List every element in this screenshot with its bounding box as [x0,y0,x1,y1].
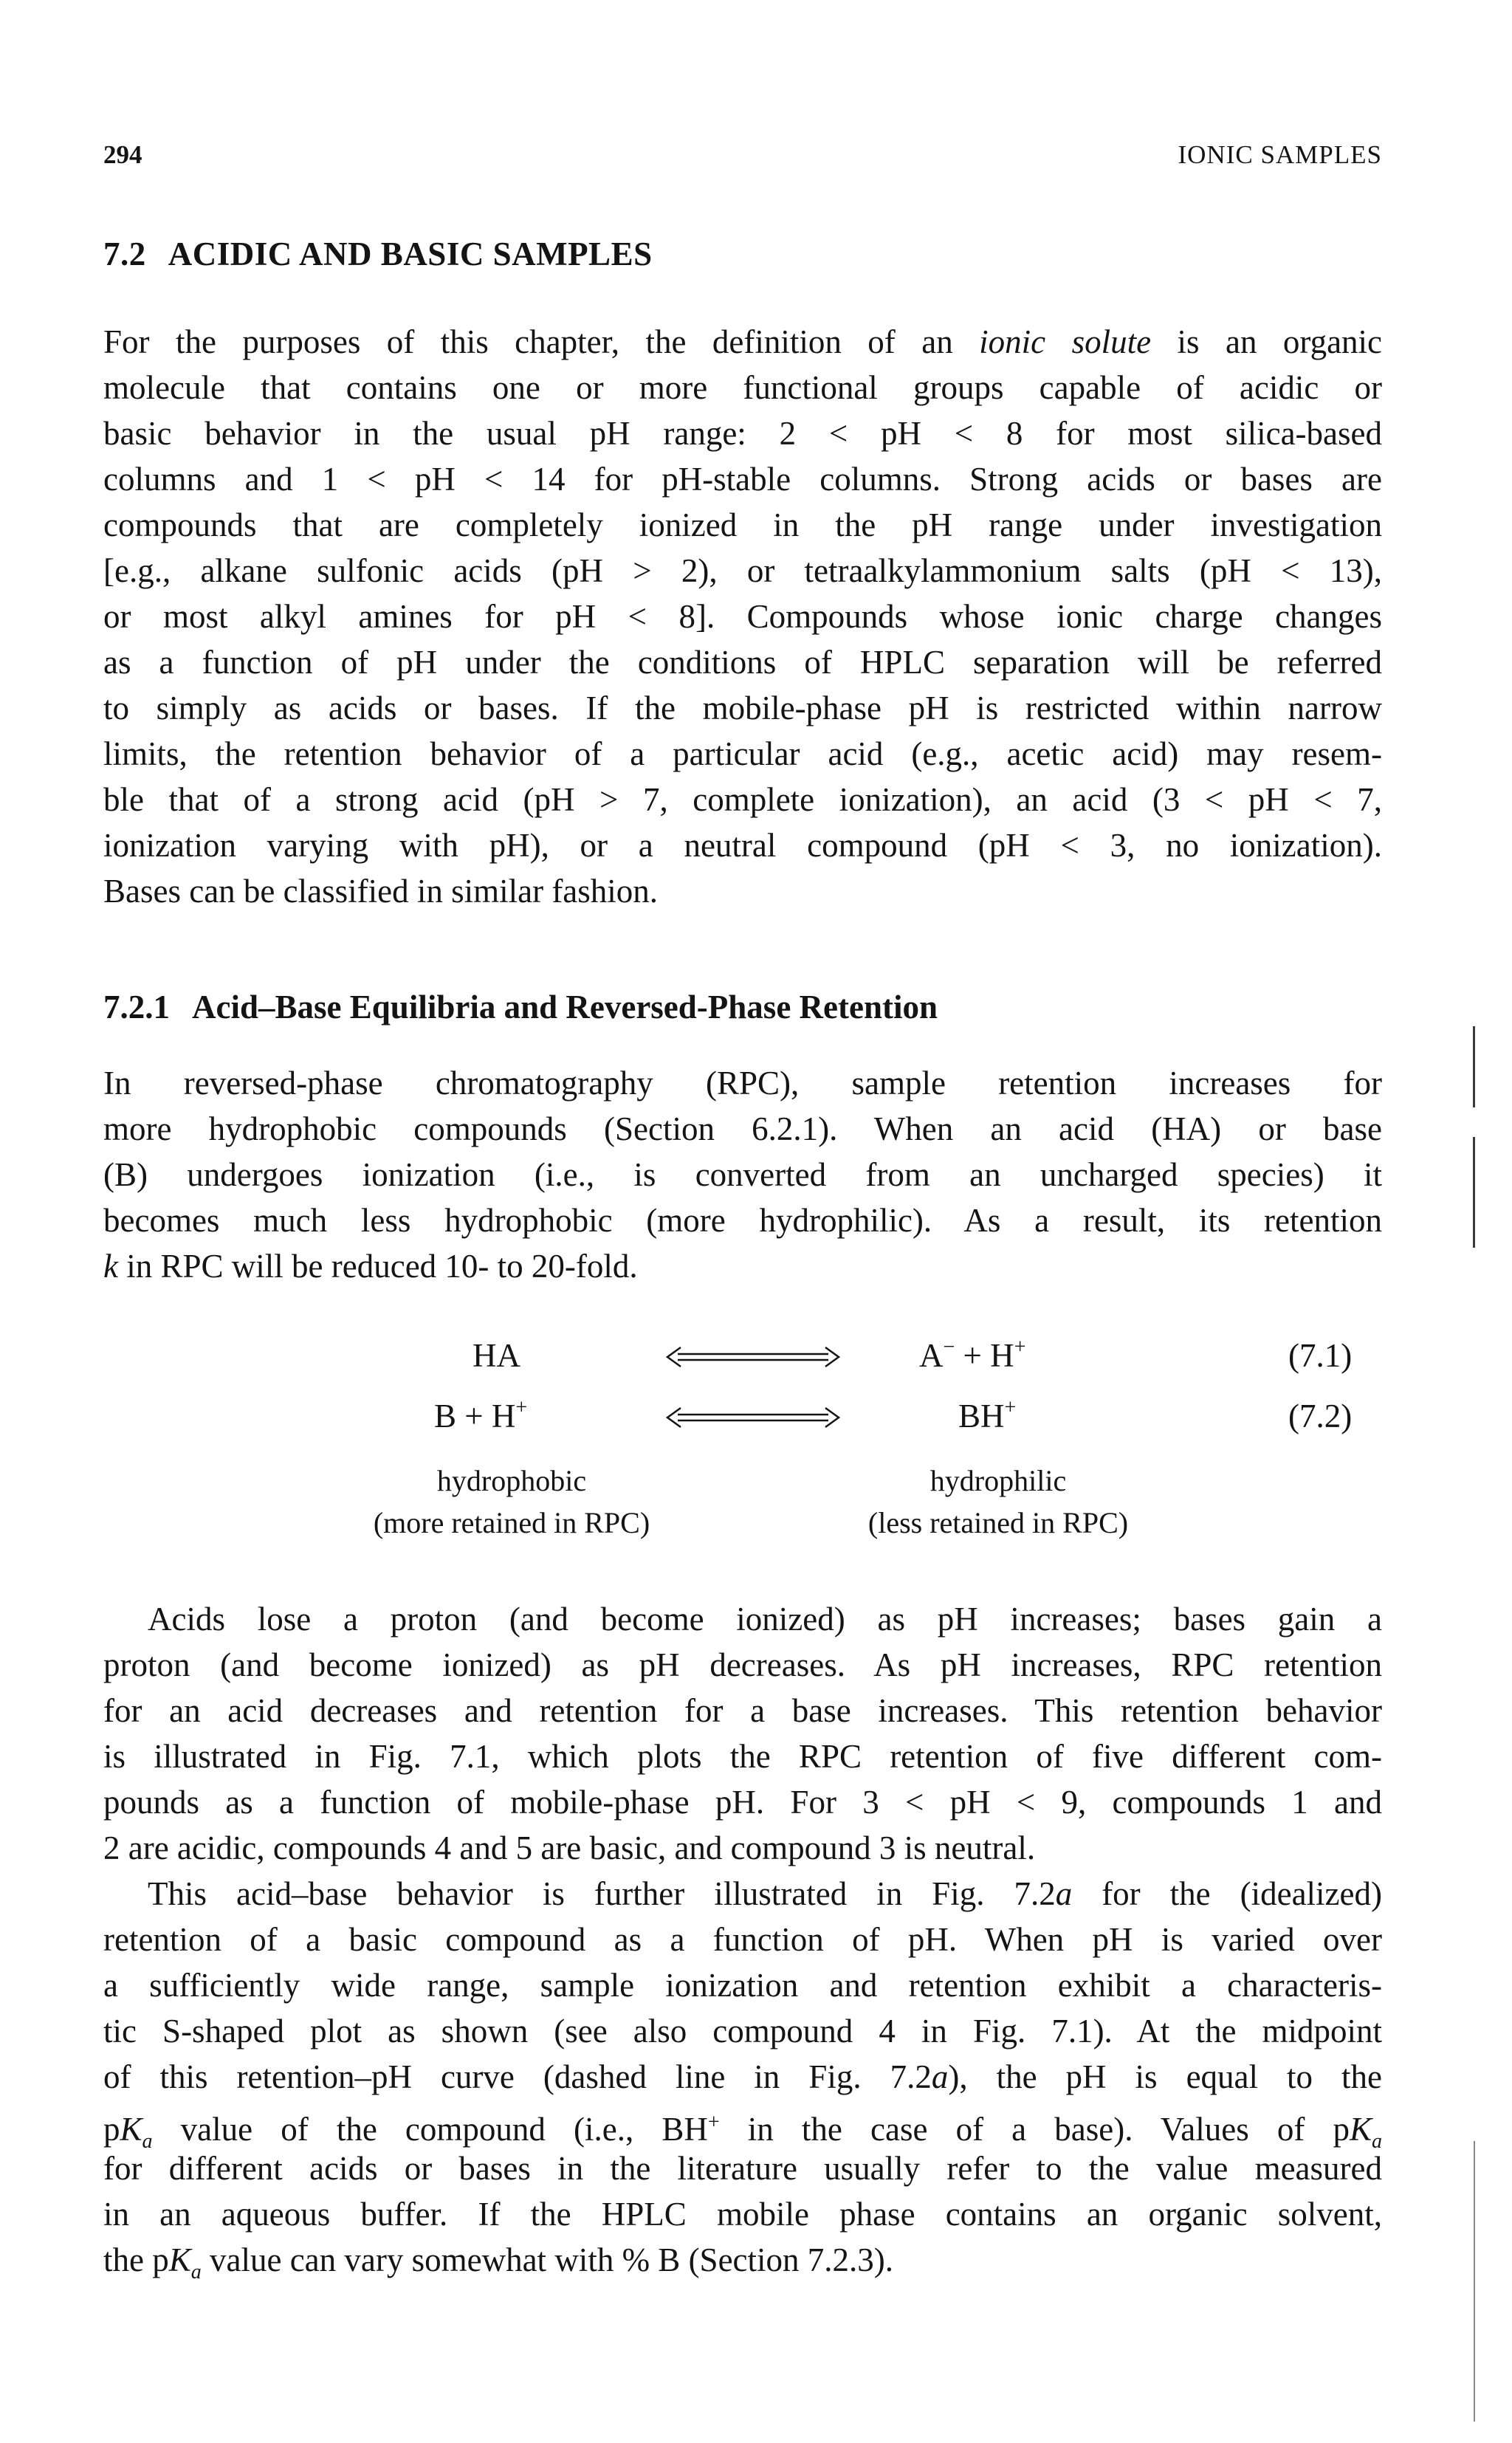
text-line: as a function of pH under the conditions of HPLC separation will be referred [103,644,1382,681]
text-line: basic behavior in the usual pH range: 2 < pH < 8 for most silica-based [103,415,1382,452]
subsection-heading [103,988,938,1026]
text-line: ble that of a strong acid (pH > 7, complete ionization), an acid (3 < pH < 7, [103,781,1382,818]
subsection-number: 7.2.1 [103,989,170,1025]
text-line: limits, the retention behavior of a particular acid (e.g., acetic acid) may resem- [103,735,1382,772]
caption-hydrophobic: hydrophobic (more retained in RPC) [373,1464,650,1539]
eq1-number: (7.1) [1288,1337,1353,1374]
text-line: the $pK_a$ value can vary somewhat with % B (Section 7.2.3). [103,2241,894,2284]
subsection-title: Acid–Base Equilibria and Reversed-Phase Retention [192,989,938,1025]
eq1-right-side: A− + H+ [919,1336,1026,1374]
text-line: proton (and become ionized) as pH decreases. As pH increases, RPC retention [103,1646,1382,1683]
equilibrium-arrow-icon [664,1346,842,1368]
section-title: ACIDIC AND BASIC SAMPLES [168,236,653,272]
paragraph-pka [103,1871,1382,2283]
text-line: In reversed-phase chromatography (RPC), sample retention increases for [103,1065,1382,1102]
text-line: to simply as acids or bases. If the mobile-phase pH is restricted within narrow [103,690,1382,726]
paragraph-acids-bases-ph [103,1596,1382,1871]
italic-term: ionic solute [979,323,1152,360]
scan-edge-mark [1474,2141,1475,2422]
text-line: 2 are acidic, compounds 4 and 5 are basic, and compound 3 is neutral. [103,1829,1036,1866]
text-line: columns and 1 < pH < 14 for pH-stable columns. Strong acids or bases are [103,461,1382,498]
text-line: more hydrophobic compounds (Section 6.2.1). When an acid (HA) or base [103,1110,1382,1147]
text-line: retention of a basic compound as a function of pH. When pH is varied over [103,1921,1382,1958]
text-line: k in RPC will be reduced 10- to 20-fold. [103,1248,638,1285]
eq1-left-side: HA [472,1337,520,1374]
text-line: $pK_a$ value of the compound (i.e., BH+ in the case of a base). Values of $pK_a$ [103,2111,1382,2153]
running-title: IONIC SAMPLES [1178,140,1382,169]
scan-edge-mark [1473,1026,1475,1107]
text-line: This acid–base behavior is further illustrated in Fig. 7.2a for the (idealized) [148,1875,1382,1912]
text-line: in an aqueous buffer. If the HPLC mobile phase contains an organic solvent, [103,2196,1382,2233]
text-line: is illustrated in Fig. 7.1, which plots the RPC retention of five different com- [103,1738,1382,1775]
paragraph-rpc-retention [103,1060,1382,1289]
page-number: 294 [103,140,142,169]
eq2-number: (7.2) [1288,1398,1353,1434]
text-line: molecule that contains one or more functional groups capable of acidic or [103,369,1382,406]
text-line: Acids lose a proton (and become ionized) as pH increases; bases gain a [148,1601,1382,1638]
scan-edge-mark [1473,1137,1475,1248]
running-head [103,140,1382,177]
text-line: pounds as a function of mobile-phase pH. For 3 < pH < 9, compounds 1 and [103,1784,1382,1821]
section-heading [103,235,653,273]
caption-hydrophilic: hydrophilic (less retained in RPC) [867,1464,1129,1539]
text-line: of this retention–pH curve (dashed line in Fig. 7.2a), the pH is equal to the [103,2058,1383,2095]
text-line: a sufficiently wide range, sample ionization and retention exhibit a characteris- [103,1967,1382,2004]
eq2-right-side: BH+ [958,1396,1017,1434]
text-line: compounds that are completely ionized in the pH range under investigation [103,506,1382,543]
text-line: tic S-shaped plot as shown (see also compound 4 in Fig. 7.1). At the midpoint [103,2013,1382,2049]
text-line: [e.g., alkane sulfonic acids (pH > 2), or tetraalkylammonium salts (pH < 13), [103,552,1382,589]
text-line: Bases can be classified in similar fashion. [103,873,659,910]
text-line: for an acid decreases and retention for a base increases. This retention behavior [103,1692,1382,1729]
equilibrium-arrow-icon [664,1406,842,1429]
text-line: or most alkyl amines for pH < 8]. Compounds whose ionic charge changes [103,598,1382,635]
eq2-left-side: B + H+ [434,1396,528,1434]
text-line: for different acids or bases in the literature usually refer to the value measured [103,2150,1382,2187]
text-line: (B) undergoes ionization (i.e., is converted from an uncharged species) it [103,1156,1382,1193]
text-line: ionization varying with pH), or a neutral compound (pH < 3, no ionization). [103,827,1382,864]
paragraph-ionic-solute-definition [103,319,1382,914]
text-line: For the purposes of this chapter, the definition of an ionic solute is an organic [103,323,1383,360]
text-line: becomes much less hydrophobic (more hydrophilic). As a result, its retention [103,1202,1382,1239]
section-number: 7.2 [103,236,146,272]
